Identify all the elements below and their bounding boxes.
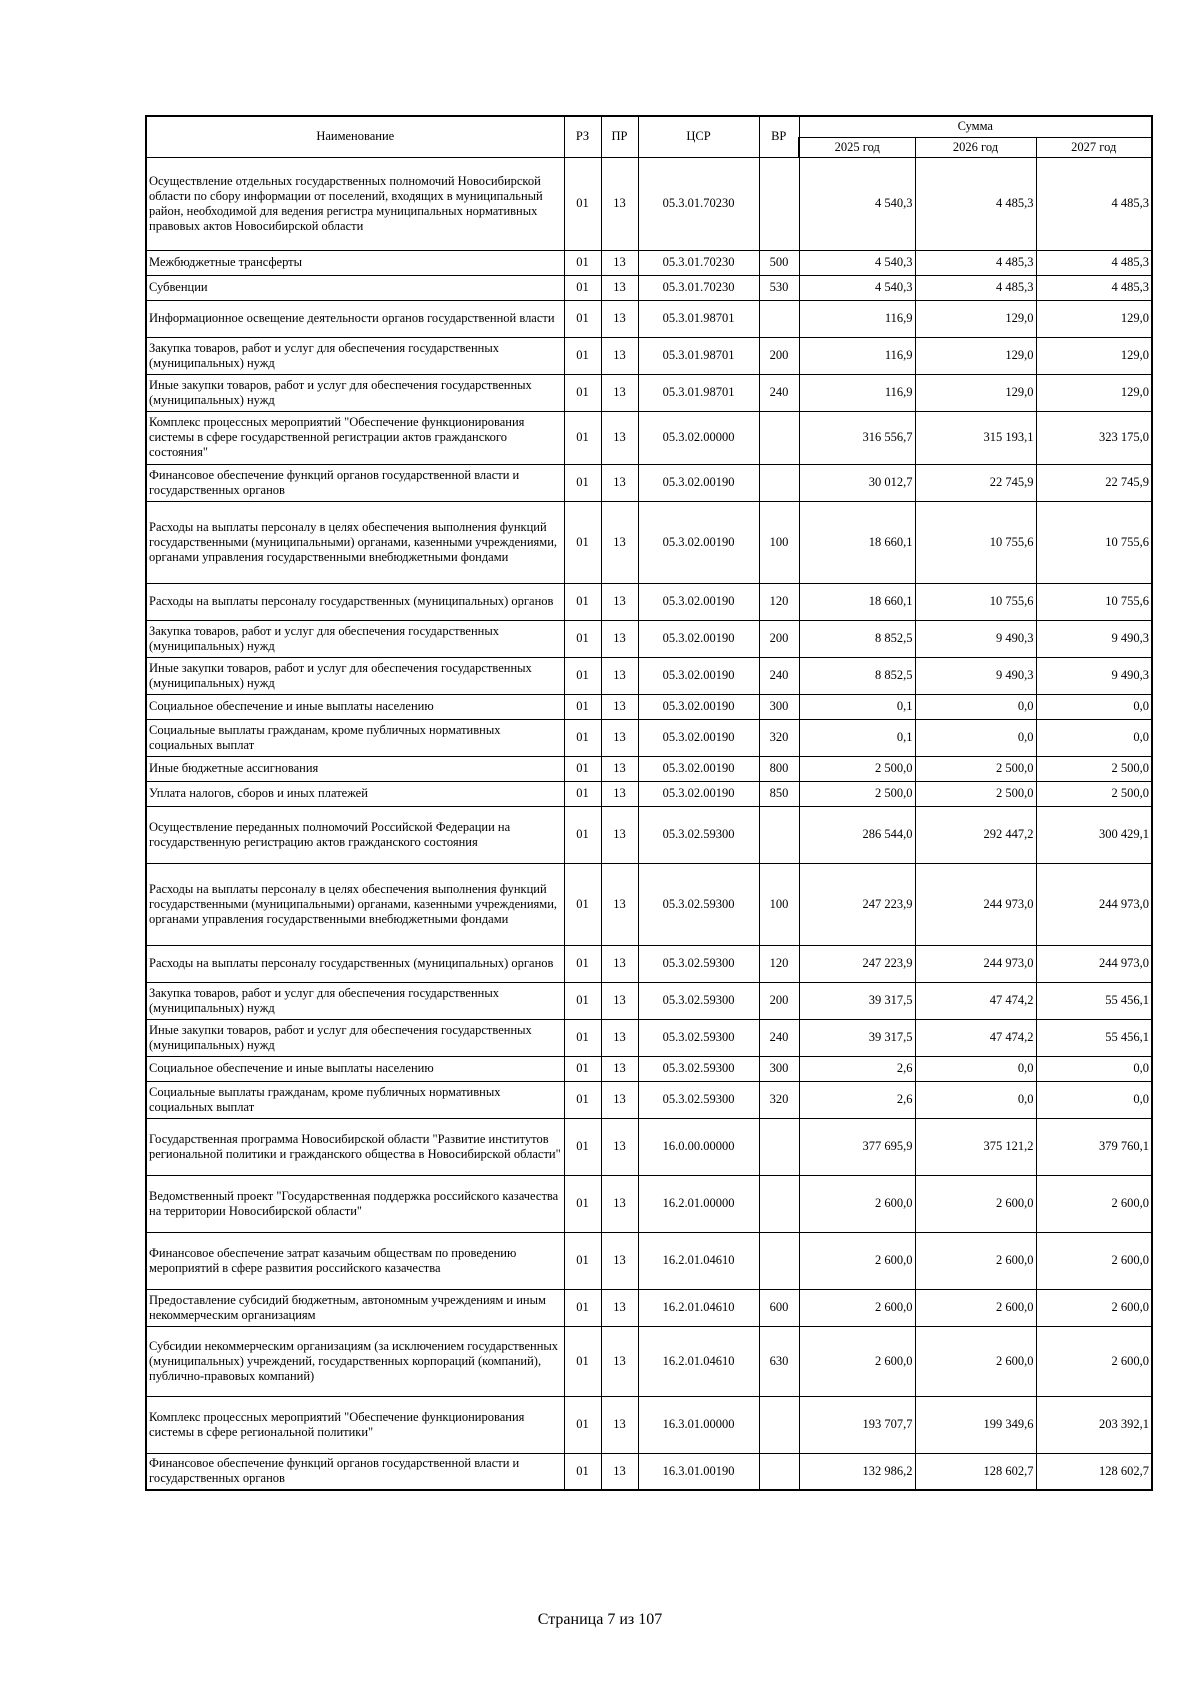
row-vr [759, 411, 799, 464]
row-vr [759, 157, 799, 250]
row-amount-2027: 129,0 [1036, 374, 1152, 411]
row-csr: 05.3.02.00000 [638, 411, 759, 464]
row-amount-2026: 4 485,3 [915, 250, 1036, 275]
row-amount-2026: 128 602,7 [915, 1453, 1036, 1490]
row-amount-2026: 2 600,0 [915, 1289, 1036, 1326]
row-csr: 05.3.02.59300 [638, 982, 759, 1019]
row-pr: 13 [601, 1056, 638, 1081]
row-pr: 13 [601, 501, 638, 583]
row-rz: 01 [564, 982, 601, 1019]
row-csr: 05.3.01.70230 [638, 250, 759, 275]
row-csr: 16.2.01.04610 [638, 1289, 759, 1326]
row-csr: 05.3.02.00190 [638, 620, 759, 657]
row-amount-2026: 47 474,2 [915, 1019, 1036, 1056]
row-csr: 16.3.01.00190 [638, 1453, 759, 1490]
row-rz: 01 [564, 806, 601, 863]
row-rz: 01 [564, 1453, 601, 1490]
row-amount-2026: 2 600,0 [915, 1232, 1036, 1289]
table-row [146, 806, 1152, 863]
row-name: Социальные выплаты гражданам, кроме публичных нормативных социальных выплат [146, 719, 564, 756]
row-amount-2025: 116,9 [799, 374, 915, 411]
row-csr: 16.2.01.00000 [638, 1175, 759, 1232]
row-csr: 05.3.02.59300 [638, 1081, 759, 1118]
row-amount-2026: 129,0 [915, 300, 1036, 337]
row-csr: 05.3.01.98701 [638, 374, 759, 411]
row-name: Предоставление субсидий бюджетным, автономным учреждениям и иным некоммерческим организациям [146, 1289, 564, 1326]
row-rz: 01 [564, 374, 601, 411]
row-amount-2026: 9 490,3 [915, 657, 1036, 694]
table-row [146, 756, 1152, 781]
row-amount-2025: 116,9 [799, 337, 915, 374]
row-rz: 01 [564, 157, 601, 250]
row-pr: 13 [601, 300, 638, 337]
row-amount-2026: 129,0 [915, 374, 1036, 411]
row-amount-2026: 0,0 [915, 1056, 1036, 1081]
row-pr: 13 [601, 620, 638, 657]
row-vr [759, 1453, 799, 1490]
row-name: Финансовое обеспечение функций органов государственной власти и государственных органов [146, 464, 564, 501]
row-rz: 01 [564, 1289, 601, 1326]
row-rz: 01 [564, 411, 601, 464]
row-amount-2027: 4 485,3 [1036, 275, 1152, 300]
row-name: Расходы на выплаты персоналу государственных (муниципальных) органов [146, 945, 564, 982]
row-name: Социальные выплаты гражданам, кроме публичных нормативных социальных выплат [146, 1081, 564, 1118]
row-rz: 01 [564, 583, 601, 620]
row-csr: 05.3.01.70230 [638, 275, 759, 300]
table-row [146, 337, 1152, 374]
header-year-2026: 2026 год [915, 137, 1036, 157]
row-amount-2026: 199 349,6 [915, 1396, 1036, 1453]
row-pr: 13 [601, 337, 638, 374]
row-rz: 01 [564, 464, 601, 501]
row-name: Иные бюджетные ассигнования [146, 756, 564, 781]
row-amount-2027: 0,0 [1036, 694, 1152, 719]
row-rz: 01 [564, 781, 601, 806]
row-name: Иные закупки товаров, работ и услуг для обеспечения государственных (муниципальных) нужд [146, 1019, 564, 1056]
row-amount-2026: 292 447,2 [915, 806, 1036, 863]
row-amount-2027: 55 456,1 [1036, 1019, 1152, 1056]
row-name: Государственная программа Новосибирской области "Развитие институтов региональной политики и гражданского общества в Новосибирской области" [146, 1118, 564, 1175]
row-vr: 500 [759, 250, 799, 275]
row-name: Финансовое обеспечение функций органов государственной власти и государственных органов [146, 1453, 564, 1490]
row-amount-2026: 0,0 [915, 719, 1036, 756]
header-year-2025: 2025 год [799, 137, 915, 157]
row-pr: 13 [601, 1453, 638, 1490]
row-amount-2026: 10 755,6 [915, 501, 1036, 583]
row-csr: 05.3.02.00190 [638, 694, 759, 719]
row-rz: 01 [564, 337, 601, 374]
table-row [146, 781, 1152, 806]
row-amount-2027: 129,0 [1036, 300, 1152, 337]
row-csr: 05.3.02.00190 [638, 781, 759, 806]
row-amount-2027: 0,0 [1036, 1081, 1152, 1118]
row-name: Закупка товаров, работ и услуг для обеспечения государственных (муниципальных) нужд [146, 620, 564, 657]
row-pr: 13 [601, 157, 638, 250]
row-pr: 13 [601, 982, 638, 1019]
row-csr: 05.3.02.59300 [638, 806, 759, 863]
row-amount-2027: 55 456,1 [1036, 982, 1152, 1019]
row-amount-2025: 4 540,3 [799, 275, 915, 300]
header-year-2027: 2027 год [1036, 137, 1152, 157]
table-row [146, 694, 1152, 719]
header-csr: ЦСР [638, 116, 759, 157]
table-row [146, 1232, 1152, 1289]
row-amount-2026: 244 973,0 [915, 863, 1036, 945]
row-amount-2025: 0,1 [799, 694, 915, 719]
header-rz: РЗ [564, 116, 601, 157]
row-pr: 13 [601, 1175, 638, 1232]
row-pr: 13 [601, 657, 638, 694]
row-amount-2025: 2 600,0 [799, 1289, 915, 1326]
row-csr: 05.3.02.59300 [638, 945, 759, 982]
row-vr: 630 [759, 1326, 799, 1396]
row-rz: 01 [564, 945, 601, 982]
table-row [146, 719, 1152, 756]
table-row [146, 1056, 1152, 1081]
row-name: Социальное обеспечение и иные выплаты населению [146, 694, 564, 719]
row-csr: 16.0.00.00000 [638, 1118, 759, 1175]
row-vr [759, 300, 799, 337]
row-amount-2025: 247 223,9 [799, 863, 915, 945]
row-csr: 16.2.01.04610 [638, 1232, 759, 1289]
row-vr: 800 [759, 756, 799, 781]
row-rz: 01 [564, 1396, 601, 1453]
row-csr: 05.3.02.00190 [638, 583, 759, 620]
row-amount-2025: 132 986,2 [799, 1453, 915, 1490]
row-csr: 16.2.01.04610 [638, 1326, 759, 1396]
row-csr: 05.3.02.00190 [638, 657, 759, 694]
row-vr [759, 1232, 799, 1289]
header-vr: ВР [759, 116, 799, 157]
row-amount-2027: 300 429,1 [1036, 806, 1152, 863]
row-amount-2027: 4 485,3 [1036, 157, 1152, 250]
row-pr: 13 [601, 719, 638, 756]
row-vr [759, 1118, 799, 1175]
row-csr: 05.3.01.98701 [638, 300, 759, 337]
row-name: Комплекс процессных мероприятий "Обеспечение функционирования системы в сфере региональной политики" [146, 1396, 564, 1453]
row-amount-2025: 2,6 [799, 1081, 915, 1118]
row-pr: 13 [601, 411, 638, 464]
row-rz: 01 [564, 300, 601, 337]
row-amount-2025: 2,6 [799, 1056, 915, 1081]
table-row [146, 1326, 1152, 1396]
row-amount-2027: 323 175,0 [1036, 411, 1152, 464]
row-amount-2025: 39 317,5 [799, 982, 915, 1019]
table-row [146, 1081, 1152, 1118]
table-row [146, 374, 1152, 411]
row-amount-2026: 244 973,0 [915, 945, 1036, 982]
row-name: Социальное обеспечение и иные выплаты населению [146, 1056, 564, 1081]
table-row [146, 1118, 1152, 1175]
row-name: Закупка товаров, работ и услуг для обеспечения государственных (муниципальных) нужд [146, 337, 564, 374]
row-amount-2026: 2 600,0 [915, 1326, 1036, 1396]
row-amount-2027: 10 755,6 [1036, 583, 1152, 620]
row-amount-2025: 2 600,0 [799, 1175, 915, 1232]
table-row [146, 1453, 1152, 1490]
table-row [146, 250, 1152, 275]
row-amount-2026: 375 121,2 [915, 1118, 1036, 1175]
row-vr [759, 806, 799, 863]
row-pr: 13 [601, 1289, 638, 1326]
row-vr: 530 [759, 275, 799, 300]
row-pr: 13 [601, 781, 638, 806]
table-row [146, 157, 1152, 250]
row-csr: 05.3.02.00190 [638, 501, 759, 583]
row-vr: 120 [759, 945, 799, 982]
table-row [146, 945, 1152, 982]
row-rz: 01 [564, 501, 601, 583]
row-amount-2025: 4 540,3 [799, 157, 915, 250]
row-vr: 320 [759, 719, 799, 756]
header-name: Наименование [146, 116, 564, 157]
row-amount-2025: 2 600,0 [799, 1326, 915, 1396]
row-amount-2025: 2 500,0 [799, 756, 915, 781]
table-row [146, 411, 1152, 464]
row-name: Иные закупки товаров, работ и услуг для обеспечения государственных (муниципальных) нужд [146, 657, 564, 694]
row-amount-2026: 2 500,0 [915, 756, 1036, 781]
row-amount-2027: 22 745,9 [1036, 464, 1152, 501]
row-amount-2027: 128 602,7 [1036, 1453, 1152, 1490]
row-name: Иные закупки товаров, работ и услуг для обеспечения государственных (муниципальных) нужд [146, 374, 564, 411]
row-rz: 01 [564, 719, 601, 756]
row-amount-2026: 10 755,6 [915, 583, 1036, 620]
row-pr: 13 [601, 756, 638, 781]
row-csr: 16.3.01.00000 [638, 1396, 759, 1453]
row-vr: 240 [759, 1019, 799, 1056]
row-pr: 13 [601, 1232, 638, 1289]
row-amount-2025: 30 012,7 [799, 464, 915, 501]
row-amount-2026: 9 490,3 [915, 620, 1036, 657]
row-name: Осуществление переданных полномочий Российской Федерации на государственную регистрацию актов гражданского состояния [146, 806, 564, 863]
row-vr: 240 [759, 374, 799, 411]
row-amount-2025: 8 852,5 [799, 657, 915, 694]
row-amount-2025: 2 500,0 [799, 781, 915, 806]
row-vr: 320 [759, 1081, 799, 1118]
row-amount-2025: 316 556,7 [799, 411, 915, 464]
row-pr: 13 [601, 374, 638, 411]
row-amount-2027: 0,0 [1036, 1056, 1152, 1081]
row-csr: 05.3.02.00190 [638, 464, 759, 501]
row-name: Финансовое обеспечение затрат казачьим обществам по проведению мероприятий в сфере развития российского казачества [146, 1232, 564, 1289]
row-pr: 13 [601, 464, 638, 501]
row-vr: 100 [759, 863, 799, 945]
row-amount-2025: 116,9 [799, 300, 915, 337]
row-amount-2026: 2 500,0 [915, 781, 1036, 806]
row-pr: 13 [601, 863, 638, 945]
row-vr: 200 [759, 337, 799, 374]
row-amount-2026: 4 485,3 [915, 275, 1036, 300]
row-name: Закупка товаров, работ и услуг для обеспечения государственных (муниципальных) нужд [146, 982, 564, 1019]
row-rz: 01 [564, 1175, 601, 1232]
table-row [146, 501, 1152, 583]
row-vr: 200 [759, 982, 799, 1019]
row-pr: 13 [601, 1081, 638, 1118]
row-rz: 01 [564, 657, 601, 694]
row-csr: 05.3.01.98701 [638, 337, 759, 374]
table-row [146, 583, 1152, 620]
row-amount-2025: 8 852,5 [799, 620, 915, 657]
row-vr: 850 [759, 781, 799, 806]
row-amount-2027: 0,0 [1036, 719, 1152, 756]
row-name: Осуществление отдельных государственных полномочий Новосибирской области по сбору информации от поселений, входящих в муниципальный район, необходимой для ведения регистра муниципальных нормативных правовых актов Новосибирской области [146, 157, 564, 250]
row-vr [759, 1396, 799, 1453]
row-rz: 01 [564, 1326, 601, 1396]
row-amount-2025: 286 544,0 [799, 806, 915, 863]
row-vr: 300 [759, 1056, 799, 1081]
row-amount-2025: 18 660,1 [799, 583, 915, 620]
row-name: Субвенции [146, 275, 564, 300]
row-amount-2025: 0,1 [799, 719, 915, 756]
row-name: Ведомственный проект "Государственная поддержка российского казачества на территории Новосибирской области" [146, 1175, 564, 1232]
row-amount-2026: 0,0 [915, 1081, 1036, 1118]
row-csr: 05.3.02.00190 [638, 756, 759, 781]
row-amount-2026: 22 745,9 [915, 464, 1036, 501]
row-name: Расходы на выплаты персоналу в целях обеспечения выполнения функций государственными (муниципальными) органами, казенными учреждениями, органами управления государственными внебюджетными фондами [146, 501, 564, 583]
row-amount-2025: 4 540,3 [799, 250, 915, 275]
row-pr: 13 [601, 1118, 638, 1175]
table-row [146, 464, 1152, 501]
row-amount-2027: 2 600,0 [1036, 1232, 1152, 1289]
row-pr: 13 [601, 1019, 638, 1056]
row-rz: 01 [564, 756, 601, 781]
row-amount-2027: 379 760,1 [1036, 1118, 1152, 1175]
row-rz: 01 [564, 250, 601, 275]
row-csr: 05.3.02.00190 [638, 719, 759, 756]
row-vr: 600 [759, 1289, 799, 1326]
row-name: Межбюджетные трансферты [146, 250, 564, 275]
row-rz: 01 [564, 1081, 601, 1118]
row-rz: 01 [564, 275, 601, 300]
table-row [146, 620, 1152, 657]
row-rz: 01 [564, 863, 601, 945]
row-amount-2027: 2 600,0 [1036, 1326, 1152, 1396]
row-csr: 05.3.02.59300 [638, 863, 759, 945]
row-pr: 13 [601, 1396, 638, 1453]
row-rz: 01 [564, 1118, 601, 1175]
row-amount-2026: 2 600,0 [915, 1175, 1036, 1232]
row-pr: 13 [601, 275, 638, 300]
row-rz: 01 [564, 620, 601, 657]
row-vr: 100 [759, 501, 799, 583]
row-vr: 120 [759, 583, 799, 620]
row-amount-2025: 39 317,5 [799, 1019, 915, 1056]
row-amount-2026: 0,0 [915, 694, 1036, 719]
header-pr: ПР [601, 116, 638, 157]
row-amount-2025: 193 707,7 [799, 1396, 915, 1453]
row-amount-2027: 9 490,3 [1036, 620, 1152, 657]
row-pr: 13 [601, 250, 638, 275]
row-csr: 05.3.02.59300 [638, 1019, 759, 1056]
row-amount-2027: 2 600,0 [1036, 1175, 1152, 1232]
row-amount-2026: 4 485,3 [915, 157, 1036, 250]
header-sum: Сумма [799, 116, 1152, 137]
row-pr: 13 [601, 806, 638, 863]
row-csr: 05.3.02.59300 [638, 1056, 759, 1081]
row-amount-2025: 18 660,1 [799, 501, 915, 583]
row-pr: 13 [601, 1326, 638, 1396]
row-amount-2027: 203 392,1 [1036, 1396, 1152, 1453]
table-row [146, 300, 1152, 337]
page-number: Страница 7 из 107 [537, 1611, 663, 1628]
row-name: Субсидии некоммерческим организациям (за исключением государственных (муниципальных) учреждений, государственных корпораций (компаний), публично-правовых компаний) [146, 1326, 564, 1396]
row-amount-2025: 377 695,9 [799, 1118, 915, 1175]
table-row [146, 275, 1152, 300]
row-rz: 01 [564, 1019, 601, 1056]
row-pr: 13 [601, 945, 638, 982]
row-name: Комплекс процессных мероприятий "Обеспечение функционирования системы в сфере государственной регистрации актов гражданского состояния" [146, 411, 564, 464]
row-rz: 01 [564, 1232, 601, 1289]
row-amount-2027: 2 500,0 [1036, 781, 1152, 806]
row-amount-2027: 2 600,0 [1036, 1289, 1152, 1326]
row-vr: 200 [759, 620, 799, 657]
row-amount-2026: 129,0 [915, 337, 1036, 374]
table-body [146, 157, 1152, 1490]
table-row [146, 657, 1152, 694]
row-pr: 13 [601, 583, 638, 620]
row-rz: 01 [564, 694, 601, 719]
table-row [146, 863, 1152, 945]
row-amount-2027: 10 755,6 [1036, 501, 1152, 583]
row-amount-2025: 2 600,0 [799, 1232, 915, 1289]
row-vr: 240 [759, 657, 799, 694]
row-csr: 05.3.01.70230 [638, 157, 759, 250]
row-name: Расходы на выплаты персоналу в целях обеспечения выполнения функций государственными (муниципальными) органами, казенными учреждениями, органами управления государственными внебюджетными фондами [146, 863, 564, 945]
table-row [146, 1019, 1152, 1056]
row-amount-2027: 2 500,0 [1036, 756, 1152, 781]
row-pr: 13 [601, 694, 638, 719]
row-amount-2027: 129,0 [1036, 337, 1152, 374]
budget-table [145, 115, 1153, 1491]
table-row [146, 1175, 1152, 1232]
table-row [146, 1396, 1152, 1453]
row-amount-2026: 47 474,2 [915, 982, 1036, 1019]
row-name: Информационное освещение деятельности органов государственной власти [146, 300, 564, 337]
row-vr [759, 1175, 799, 1232]
row-vr: 300 [759, 694, 799, 719]
row-rz: 01 [564, 1056, 601, 1081]
row-amount-2027: 244 973,0 [1036, 945, 1152, 982]
row-amount-2026: 315 193,1 [915, 411, 1036, 464]
table-row [146, 1289, 1152, 1326]
row-name: Уплата налогов, сборов и иных платежей [146, 781, 564, 806]
row-amount-2027: 244 973,0 [1036, 863, 1152, 945]
row-amount-2025: 247 223,9 [799, 945, 915, 982]
row-name: Расходы на выплаты персоналу государственных (муниципальных) органов [146, 583, 564, 620]
row-amount-2027: 4 485,3 [1036, 250, 1152, 275]
row-vr [759, 464, 799, 501]
table-row [146, 982, 1152, 1019]
row-amount-2027: 9 490,3 [1036, 657, 1152, 694]
